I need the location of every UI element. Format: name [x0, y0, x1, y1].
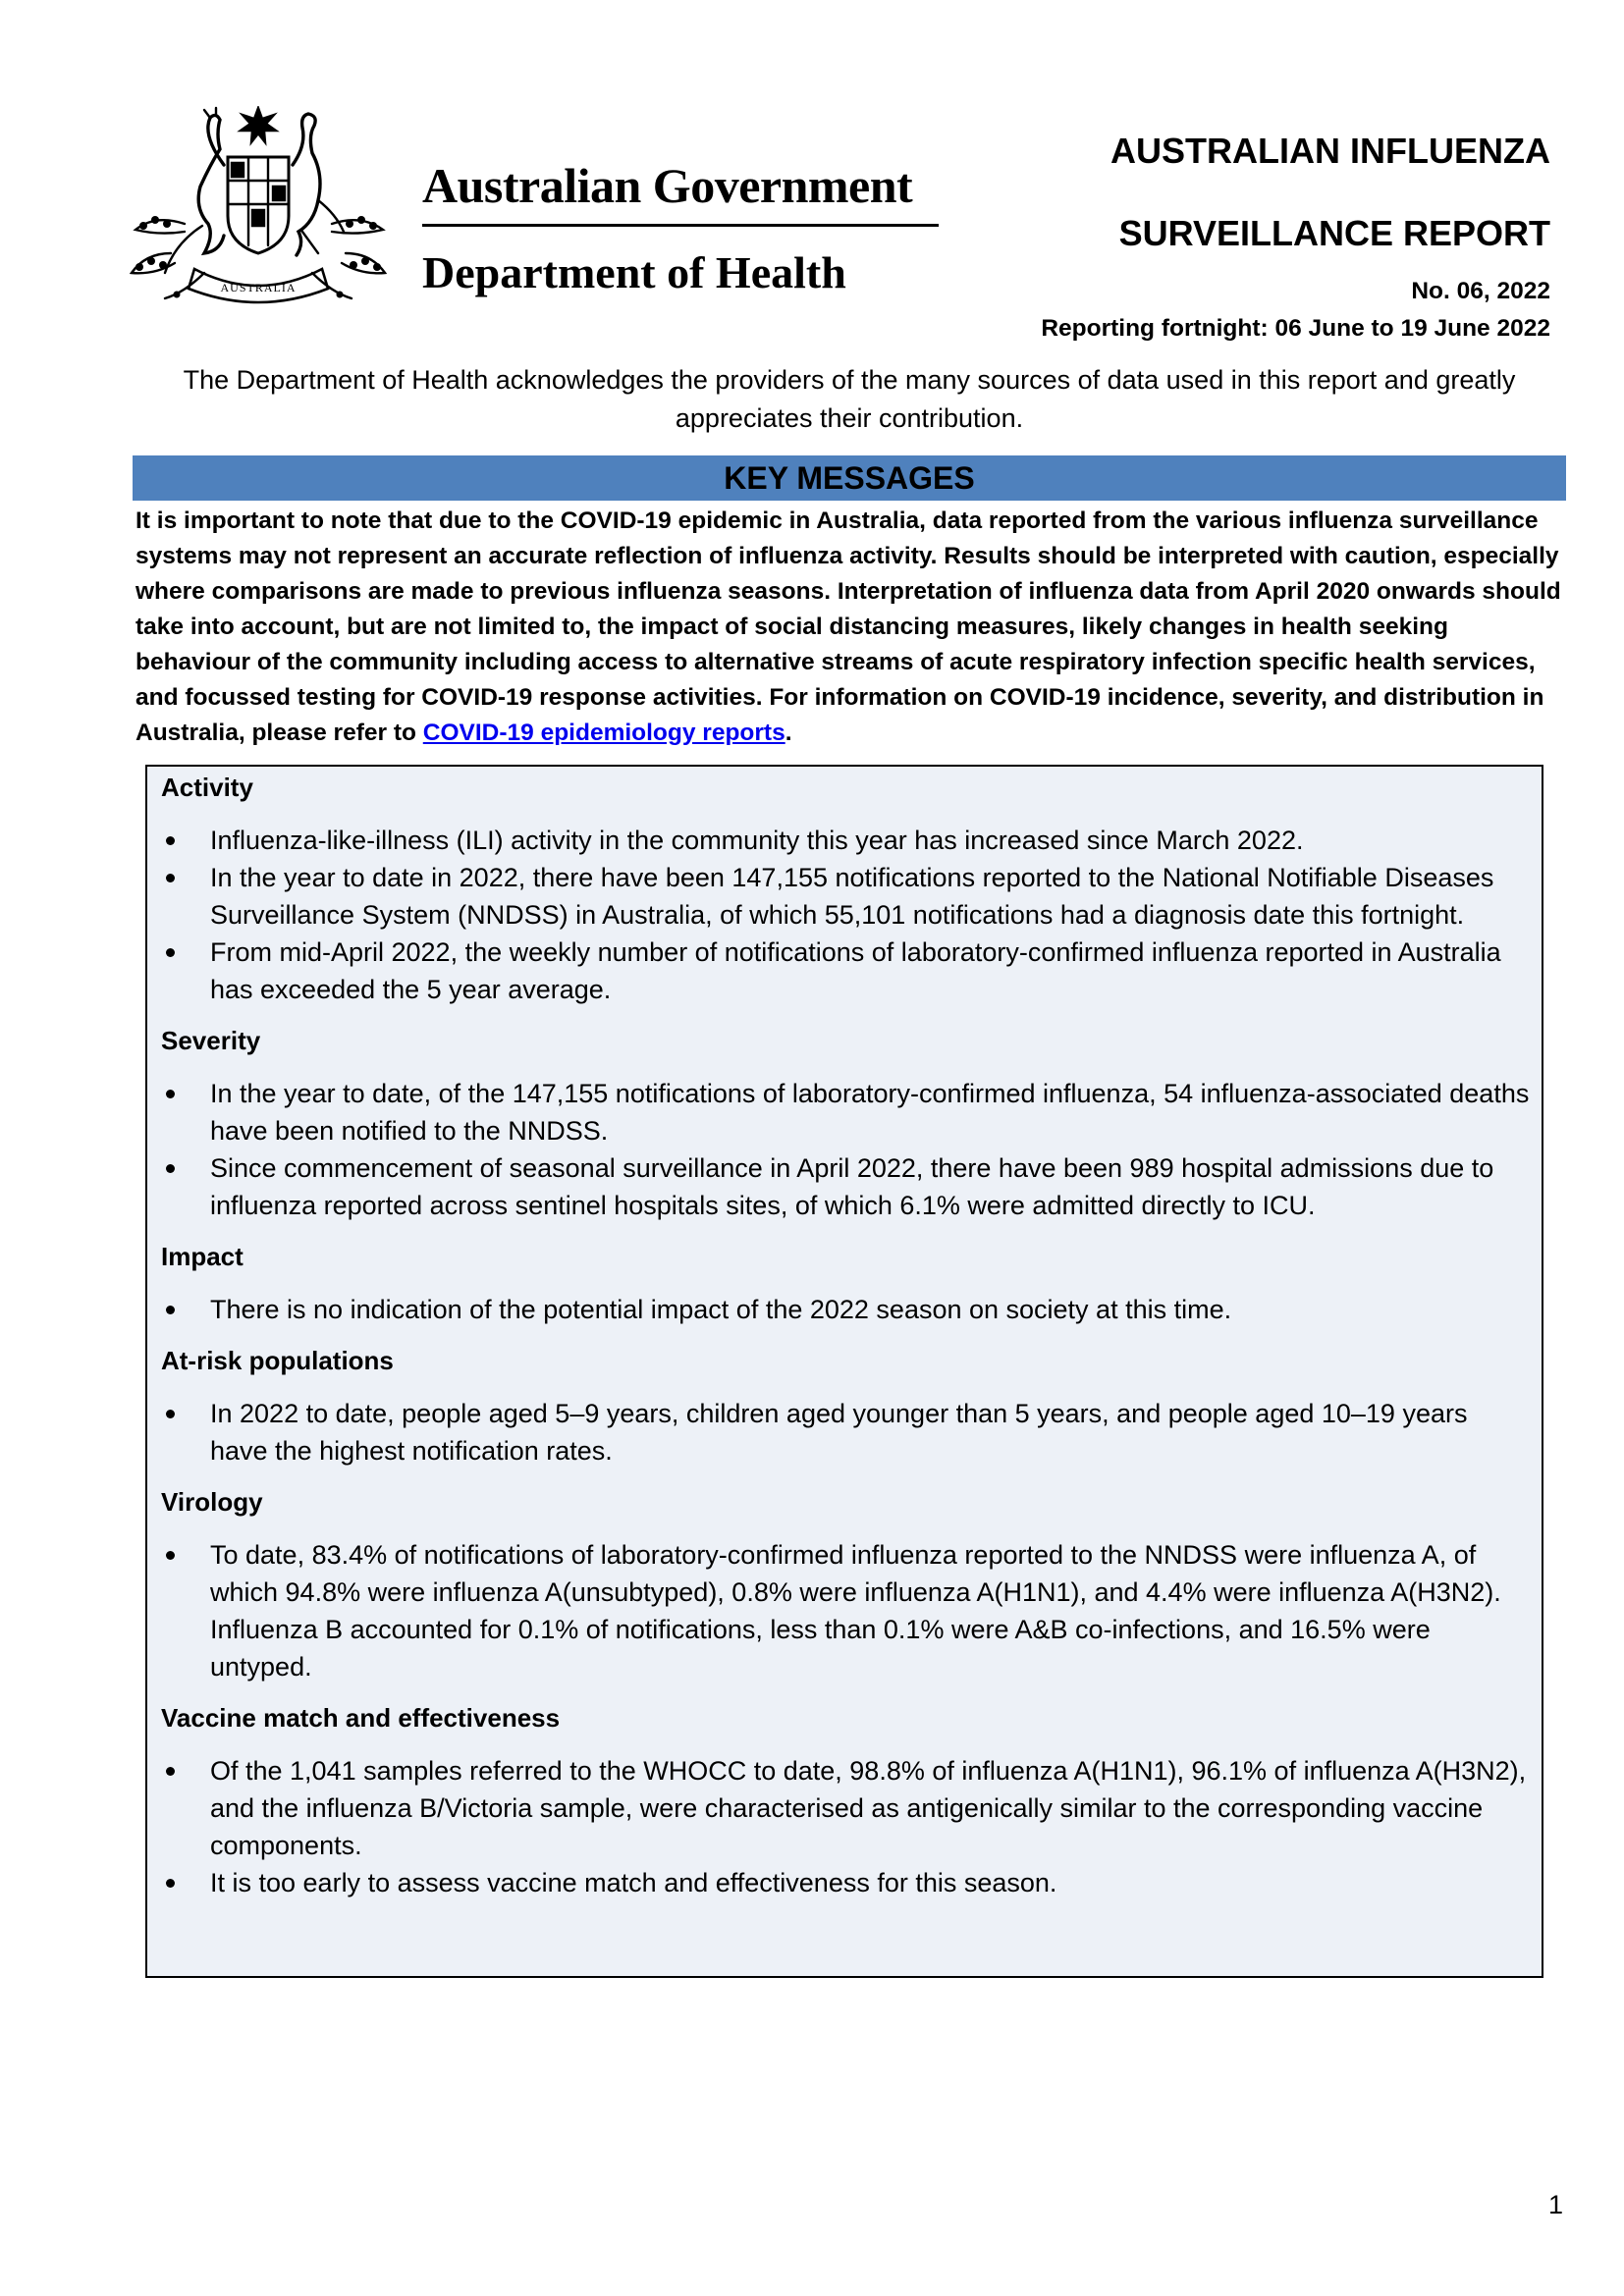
bullet-text: It is too early to assess vaccine match and effectiveness for this season. — [210, 1868, 1057, 1897]
list-item — [161, 822, 1542, 859]
bullet-list — [161, 1075, 1542, 1224]
section-heading: Impact — [161, 1242, 244, 1271]
section-vaccine-match — [161, 1699, 1542, 1901]
government-name: Australian Government — [422, 158, 913, 213]
bullet-text: There is no indication of the potential impact of the 2022 season on society at this time. — [210, 1295, 1232, 1324]
bullet-list — [161, 1291, 1542, 1328]
report-title — [1110, 110, 1550, 275]
bullet-list — [161, 822, 1542, 1008]
covid-epidemiology-reports-link[interactable]: COVID-19 epidemiology reports — [422, 720, 785, 746]
section-heading: Vaccine match and effectiveness — [161, 1703, 561, 1733]
reporting-period: Reporting fortnight: 06 June to 19 June 2022 — [1041, 315, 1550, 342]
bullet-text: In the year to date in 2022, there have been 147,155 notifications reported to the National Notifiable Diseases Surveillance System (NNDSS) in Australia, of which 55,101 notifications had a diagnosis date this fortnight. — [210, 863, 1494, 930]
list-item — [161, 1864, 1542, 1901]
list-item — [161, 1149, 1542, 1224]
section-heading: Severity — [161, 1026, 261, 1055]
report-meta — [1041, 273, 1550, 347]
section-impact — [161, 1238, 1542, 1328]
list-item — [161, 1291, 1542, 1328]
report-title-line2: SURVEILLANCE REPORT — [1118, 213, 1550, 253]
list-item — [161, 1536, 1542, 1685]
list-item — [161, 934, 1542, 1008]
covid-caution-end: . — [785, 720, 792, 746]
bullet-icon — [166, 1767, 175, 1776]
covid-caution-text: It is important to note that due to the COVID-19 epidemic in Australia, data reported from the various influenza surveillance systems may not represent an accurate reflection of influenza activity. Results should be interpreted with caution, especially where comparisons are made to previous influenza seasons. Interpretation of influenza data from April 2020 onwards should take into account, but are not limited to, the impact of social distancing measures, likely changes in health seeking behaviour of the community including access to alternative streams of acute respiratory infection specific health services, and focussed testing for COVID-19 response activities. For information on COVID-19 incidence, severity, and distribution in Australia, please refer to — [135, 507, 1561, 746]
list-item — [161, 1395, 1542, 1469]
bullet-text: Of the 1,041 samples referred to the WHOCC to date, 98.8% of influenza A(H1N1), 96.1% of influenza A(H3N2), and the influenza B/Victoria sample, were characterised as antigenically similar to the corresponding vaccine components. — [210, 1756, 1527, 1860]
key-messages-heading: KEY MESSAGES — [133, 455, 1566, 501]
bullet-icon — [166, 1410, 175, 1418]
logo-divider — [422, 224, 939, 227]
section-at-risk-populations — [161, 1342, 1542, 1469]
bullet-text: In the year to date, of the 147,155 notifications of laboratory-confirmed influenza, 54 influenza-associated deaths have been notified to the NNDSS. — [210, 1079, 1530, 1146]
bullet-list — [161, 1536, 1542, 1685]
bullet-text: Influenza-like-illness (ILI) activity in the community this year has increased since March 2022. — [210, 826, 1304, 855]
svg-text:AUSTRALIA: AUSTRALIA — [220, 281, 297, 294]
page-number: 1 — [1547, 2190, 1563, 2219]
bullet-text: In 2022 to date, people aged 5–9 years, children aged younger than 5 years, and people aged 10–19 years have the highest notification rates. — [210, 1399, 1468, 1466]
bullet-text: Since commencement of seasonal surveillance in April 2022, there have been 989 hospital admissions due to influenza reported across sentinel hospitals sites, of which 6.1% were admitted directly to ICU. — [210, 1153, 1494, 1220]
bullet-icon — [166, 948, 175, 957]
bullet-icon — [166, 1879, 175, 1888]
bullet-list — [161, 1752, 1542, 1901]
bullet-icon — [166, 1306, 175, 1314]
list-item — [161, 859, 1542, 934]
bullet-text: From mid-April 2022, the weekly number of notifications of laboratory-confirmed influenza reported in Australia has exceeded the 5 year average. — [210, 937, 1501, 1004]
section-severity — [161, 1022, 1542, 1224]
section-virology — [161, 1483, 1542, 1685]
bullet-text: To date, 83.4% of notifications of laboratory-confirmed influenza reported to the NNDSS were influenza A, of which 94.8% were influenza A(unsubtyped), 0.8% were influenza A(H1N1), and 4.4% were influenza A(H3N2). Influenza B accounted for 0.1% of notifications, less than 0.1% were A&B co-infections, and 16.5% were untyped. — [210, 1540, 1501, 1682]
list-item — [161, 1752, 1542, 1864]
acknowledgement: The Department of Health acknowledges the providers of the many sources of data used in this report and greatly appreciates their contribution. — [183, 365, 1516, 433]
covid-caution-note — [135, 504, 1569, 751]
section-heading: Virology — [161, 1487, 263, 1517]
section-heading: Activity — [161, 773, 253, 802]
coat-of-arms-logo — [126, 106, 391, 308]
bullet-icon — [166, 836, 175, 845]
bullet-list — [161, 1395, 1542, 1469]
government-logo-block — [422, 157, 939, 299]
department-name: Department of Health — [422, 247, 846, 297]
section-heading: At-risk populations — [161, 1346, 394, 1375]
bullet-icon — [166, 874, 175, 882]
bullet-icon — [166, 1164, 175, 1173]
section-activity — [161, 769, 1542, 1008]
bullet-icon — [166, 1551, 175, 1560]
report-number: No. 06, 2022 — [1411, 278, 1550, 304]
list-item — [161, 1075, 1542, 1149]
bullet-icon — [166, 1090, 175, 1098]
report-title-line1: AUSTRALIAN INFLUENZA — [1110, 131, 1550, 171]
key-messages-summary-box — [145, 765, 1543, 1978]
